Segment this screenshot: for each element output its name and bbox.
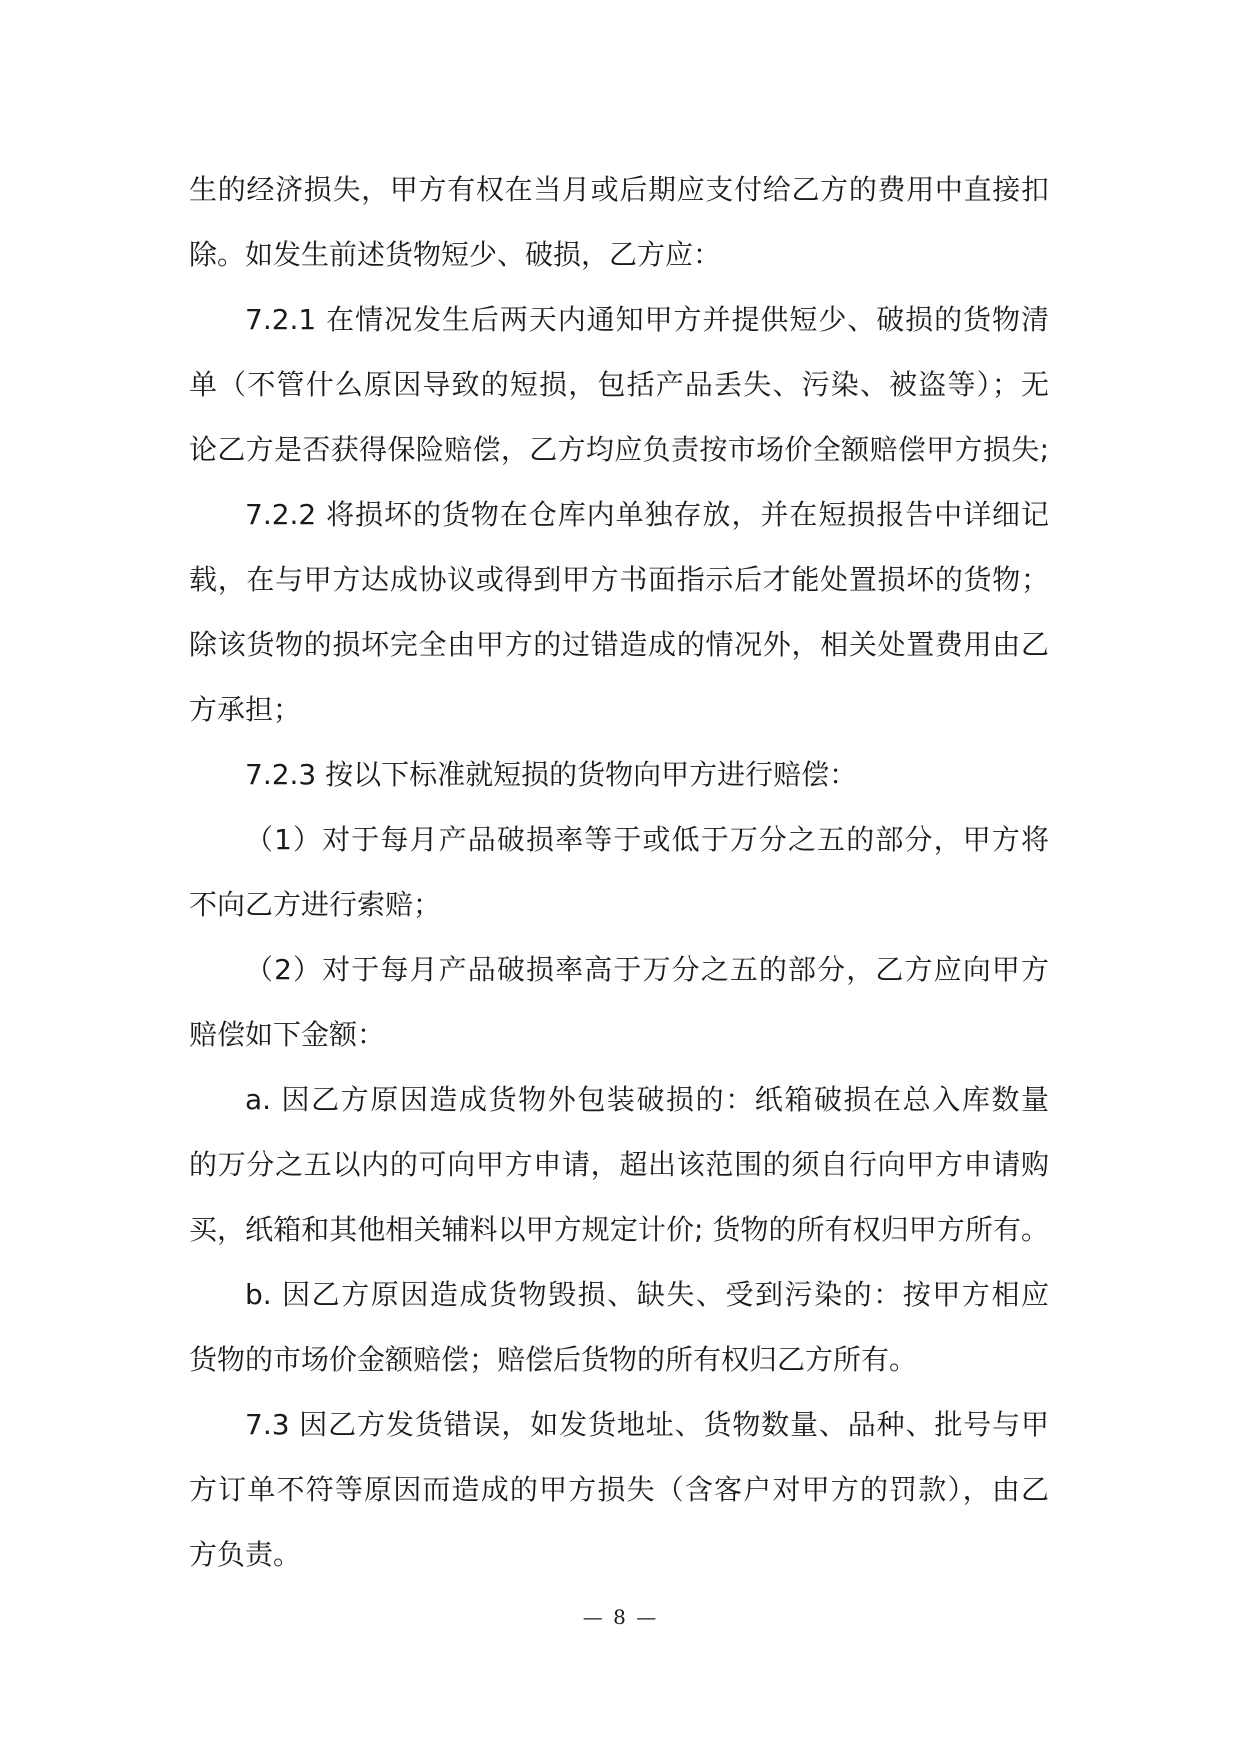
page-number: — 8 —	[582, 1605, 659, 1629]
text-line: b. 因乙方原因造成货物毁损、缺失、受到污染的：按甲方相应	[245, 1278, 1049, 1311]
text-line: 买，纸箱和其他相关辅料以甲方规定计价; 货物的所有权归甲方所有。	[189, 1213, 1049, 1246]
text-line: 的万分之五以内的可向甲方申请，超出该范围的须自行向甲方申请购	[189, 1148, 1049, 1181]
text-line: 除。如发生前述货物短少、破损，乙方应：	[189, 238, 722, 271]
text-line: 方承担；	[189, 693, 302, 726]
text-line: 赔偿如下金额：	[189, 1018, 386, 1051]
text-line: 方负责。	[189, 1538, 302, 1571]
text-line: 货物的市场价金额赔偿；赔偿后货物的所有权归乙方所有。	[189, 1343, 918, 1376]
text-line: a. 因乙方原因造成货物外包装破损的：纸箱破损在总入库数量	[245, 1083, 1049, 1116]
text-line: 生的经济损失，甲方有权在当月或后期应支付给乙方的费用中直接扣	[189, 173, 1049, 206]
text-line: （1）对于每月产品破损率等于或低于万分之五的部分，甲方将	[245, 823, 1049, 856]
text-line: 论乙方是否获得保险赔偿，乙方均应负责按市场价全额赔偿甲方损失;	[189, 433, 1049, 466]
text-line: 7.3 因乙方发货错误，如发货地址、货物数量、品种、批号与甲	[245, 1408, 1049, 1441]
text-line: （2）对于每月产品破损率高于万分之五的部分，乙方应向甲方	[245, 953, 1049, 986]
text-line: 方订单不符等原因而造成的甲方损失（含客户对甲方的罚款），由乙	[189, 1473, 1049, 1506]
text-line: 载，在与甲方达成协议或得到甲方书面指示后才能处置损坏的货物；	[189, 563, 1049, 596]
text-line: 7.2.2 将损坏的货物在仓库内单独存放，并在短损报告中详细记	[245, 498, 1049, 531]
text-line: 7.2.1 在情况发生后两天内通知甲方并提供短少、破损的货物清	[245, 303, 1049, 336]
text-line: 单（不管什么原因导致的短损，包括产品丢失、污染、被盗等）；无	[189, 368, 1049, 401]
text-line: 不向乙方进行索赔；	[189, 888, 442, 921]
text-line: 除该货物的损坏完全由甲方的过错造成的情况外，相关处置费用由乙	[189, 628, 1049, 661]
document-body	[189, 157, 1049, 1587]
text-line: 7.2.3 按以下标准就短损的货物向甲方进行赔偿：	[245, 758, 858, 791]
